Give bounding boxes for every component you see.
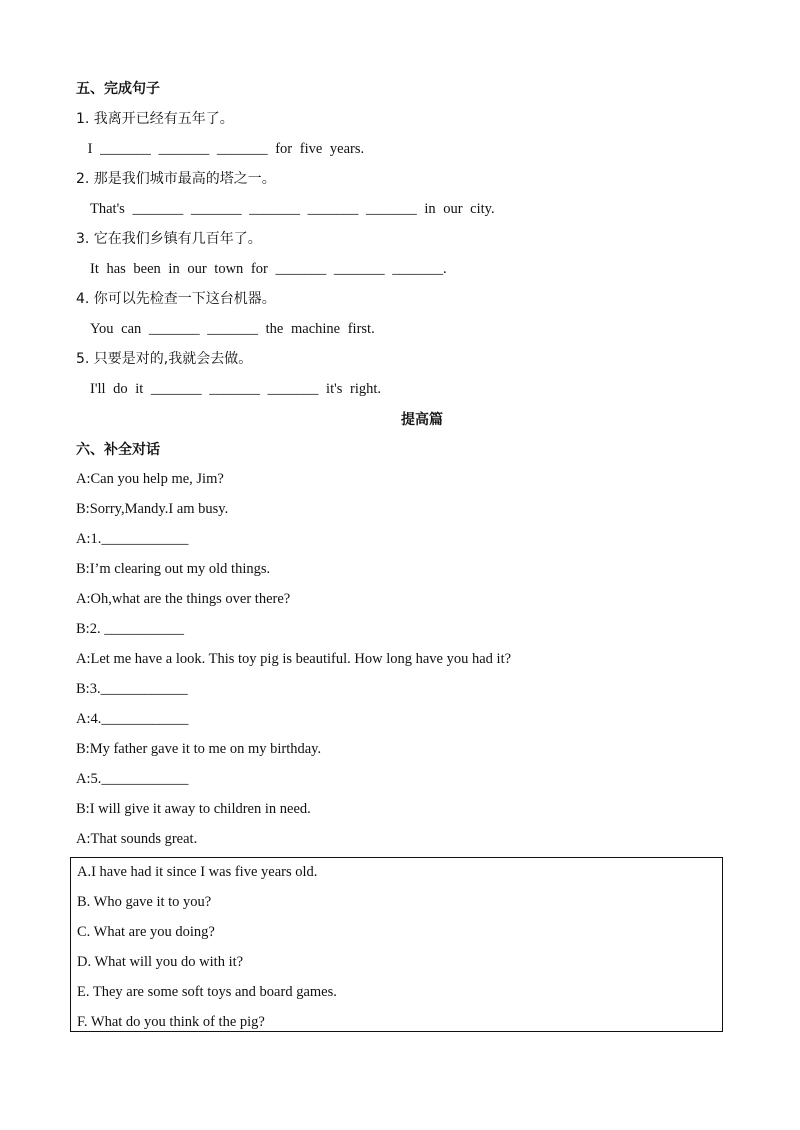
dialogue-line: A:1.____________ <box>76 531 189 547</box>
option-a: A.I have had it since I was five years old. <box>77 864 318 880</box>
dialogue-line: B:I’m clearing out my old things. <box>76 561 271 577</box>
item-5-english: I'll do it _______ _______ _______ it's right. <box>90 381 382 397</box>
item-2-english: That's _______ _______ _______ _______ _______ in our city. <box>90 201 495 217</box>
item-4-english: You can _______ _______ the machine first. <box>90 321 375 337</box>
item-3-chinese: 3. 它在我们乡镇有几百年了。 <box>76 231 262 247</box>
dialogue-line: A:4.____________ <box>76 711 189 727</box>
dialogue-line: B:Sorry,Mandy.I am busy. <box>76 501 229 517</box>
item-3-english: It has been in our town for _______ _______ _______. <box>90 261 447 277</box>
option-e: E. They are some soft toys and board games. <box>77 984 337 1000</box>
section-title: 提高篇 <box>401 412 443 428</box>
dialogue-line: A:5.____________ <box>76 771 189 787</box>
item-4-chinese: 4. 你可以先检查一下这台机器。 <box>76 291 276 307</box>
item-2-chinese: 2. 那是我们城市最高的塔之一。 <box>76 171 276 187</box>
item-1-chinese: 1. 我离开已经有五年了。 <box>76 111 234 127</box>
option-f: F. What do you think of the pig? <box>77 1014 265 1030</box>
dialogue-line: B:My father gave it to me on my birthday. <box>76 741 322 757</box>
section-5-heading: 五、完成句子 <box>76 81 160 97</box>
options-box <box>70 857 723 1032</box>
dialogue-line: B:3.____________ <box>76 681 188 697</box>
dialogue-line: A:Can you help me, Jim? <box>76 471 224 487</box>
dialogue-line: A:Let me have a look. This toy pig is beautiful. How long have you had it? <box>76 651 512 667</box>
item-5-chinese: 5. 只要是对的,我就会去做。 <box>76 351 253 367</box>
section-6-heading: 六、补全对话 <box>76 442 160 458</box>
dialogue-line: A:Oh,what are the things over there? <box>76 591 291 607</box>
item-1-english: I _______ _______ _______ for five years. <box>80 141 365 157</box>
option-d: D. What will you do with it? <box>77 954 244 970</box>
dialogue-line: B:2. ___________ <box>76 621 184 637</box>
dialogue-line: A:That sounds great. <box>76 831 198 847</box>
option-b: B. Who gave it to you? <box>77 894 212 910</box>
dialogue-line: B:I will give it away to children in need. <box>76 801 311 817</box>
option-c: C. What are you doing? <box>77 924 215 940</box>
